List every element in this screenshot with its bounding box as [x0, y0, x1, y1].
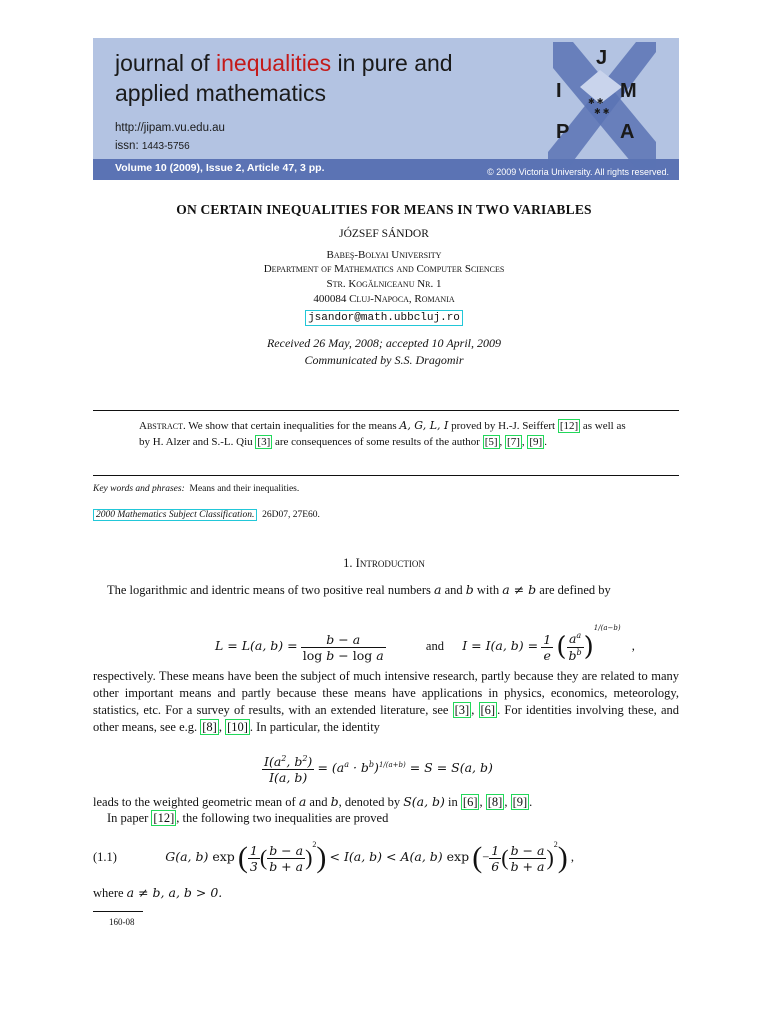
journal-title-line1: journal of inequalities in pure and: [115, 50, 453, 76]
author-email-link[interactable]: jsandor@math.ubbcluj.ro: [305, 310, 463, 326]
msc-link[interactable]: 2000 Mathematics Subject Classification.: [93, 509, 257, 521]
copyright: © 2009 Victoria University. All rights reserved.: [487, 167, 669, 177]
received-date: Received 26 May, 2008; accepted 10 April, 2009: [266, 336, 502, 350]
volume-info: Volume 10 (2009), Issue 2, Article 47, 3 pp.: [115, 162, 325, 174]
equation-means-definition: L = L(a, b) = $\frac{b - a}{\text{log b − log a}}$ and I = I(a, b) = $\frac{1}{e}$ ( $\frac{a^a}{b^b}$ )$^{1/(a-b)}$ ,: [215, 624, 635, 663]
affiliation-line: Department of Mathematics and Computer Sciences: [263, 263, 505, 275]
journal-title-line2: applied mathematics: [115, 80, 326, 106]
journal-banner: [93, 38, 679, 180]
logo-letter-i: I: [556, 80, 562, 102]
means-symbols: A, G, L, I: [399, 419, 449, 432]
section-heading: 1. Introduction: [343, 556, 425, 570]
affiliation-line: Babeş-Bolyai University: [326, 249, 442, 261]
citation-link[interactable]: [6]: [480, 703, 496, 717]
paper-title: ON CERTAIN INEQUALITIES FOR MEANS IN TWO VARIABLES: [176, 202, 592, 217]
svg-text:✱ ✱: ✱ ✱: [588, 97, 604, 106]
logo-letter-p: P: [556, 121, 570, 143]
paragraph: leads to the weighted geometric mean of a and b, denoted by S(a, b) in [6] , [8] , [9] .: [93, 794, 533, 809]
abstract-bottom-rule: [93, 475, 679, 476]
affiliation-line: 400084 Cluj-Napoca, Romania: [313, 293, 455, 305]
footnote: 160-08: [109, 917, 135, 927]
citation-link[interactable]: [10]: [227, 720, 248, 734]
msc-classification: 2000 Mathematics Subject Classification. 26D07, 27E60.: [93, 510, 320, 520]
jipam-logo: [538, 42, 656, 168]
paragraph: The logarithmic and identric means of two positive real numbers a and b with a ≠ b are defined by: [107, 582, 611, 597]
journal-title-red: inequalities: [216, 50, 332, 76]
logo-letter-j: J: [596, 47, 608, 69]
equation-identity: $\frac{I(a^2, b^2)}{I(a, b)}$ = $(a^a \cdot b^b)^{1/(a+b)} = S = S(a$, b): [264, 754, 493, 786]
citation-link[interactable]: [5]: [484, 435, 498, 448]
author-name: JÓZSEF SÁNDOR: [339, 228, 429, 240]
logo-letter-m: M: [620, 80, 637, 102]
citation-link[interactable]: [8]: [202, 720, 217, 734]
logo-letter-a: A: [620, 121, 635, 143]
equation-1-1: (1.1) G(a, b) exp ( $\frac{1}{3}$ ( $\frac{b - a}{b + a}$ )$^2$) < I(a, b) < A(a, b) exp (− $\frac{1}{6}$ ( $\frac{b - a}{b + a}$ )$^2$) ,: [93, 840, 575, 875]
citation-link[interactable]: [8]: [487, 795, 503, 809]
citation-link[interactable]: [7]: [507, 435, 520, 448]
citation-link[interactable]: [9]: [512, 795, 528, 809]
equation-label: (1.1): [93, 850, 117, 864]
communicated-by: Communicated by S.S. Dragomir: [304, 353, 464, 367]
citation-link[interactable]: [3]: [257, 435, 271, 448]
abstract: Abstract. We show that certain inequalities for the means A, G, L, I proved by H.-J. Seiffert [12] as well as by H. Alzer and S.-L. Qiu [3] are consequences of some results of the author [5] , [7] , [9] .: [139, 419, 626, 448]
paragraph: where a ≠ b, a, b > 0.: [93, 885, 223, 900]
citation-link[interactable]: [6]: [462, 795, 478, 809]
abstract-label: Abstract.: [139, 420, 186, 432]
citation-link[interactable]: [3]: [454, 703, 470, 717]
keywords: Key words and phrases: Means and their inequalities.: [93, 484, 300, 494]
abstract-top-rule: [93, 410, 679, 411]
footnote-rule: [93, 911, 143, 912]
svg-text:✱ ✱: ✱ ✱: [594, 107, 610, 116]
paragraph: In paper [12] , the following two inequalities are proved: [107, 811, 389, 825]
citation-link[interactable]: [9]: [529, 435, 543, 448]
citation-link[interactable]: [12]: [559, 420, 579, 432]
journal-url[interactable]: http://jipam.vu.edu.au: [115, 122, 225, 134]
paragraph: respectively. These means have been the subject of much intensive research, partly because they are related to many other important means and partly because these means have applications in physics, economics, meteorology, statistics, etc. For a survey of results, with an extended literature, see [3] , [6] . For identities involving these, and other means, see e.g. [8] , [10] . In particular, the identity: [93, 669, 680, 734]
journal-issn: issn: 1443-5756: [115, 140, 190, 152]
citation-link[interactable]: [12]: [153, 811, 175, 825]
affiliation-line: Str. Kogălniceanu Nr. 1: [326, 278, 442, 290]
